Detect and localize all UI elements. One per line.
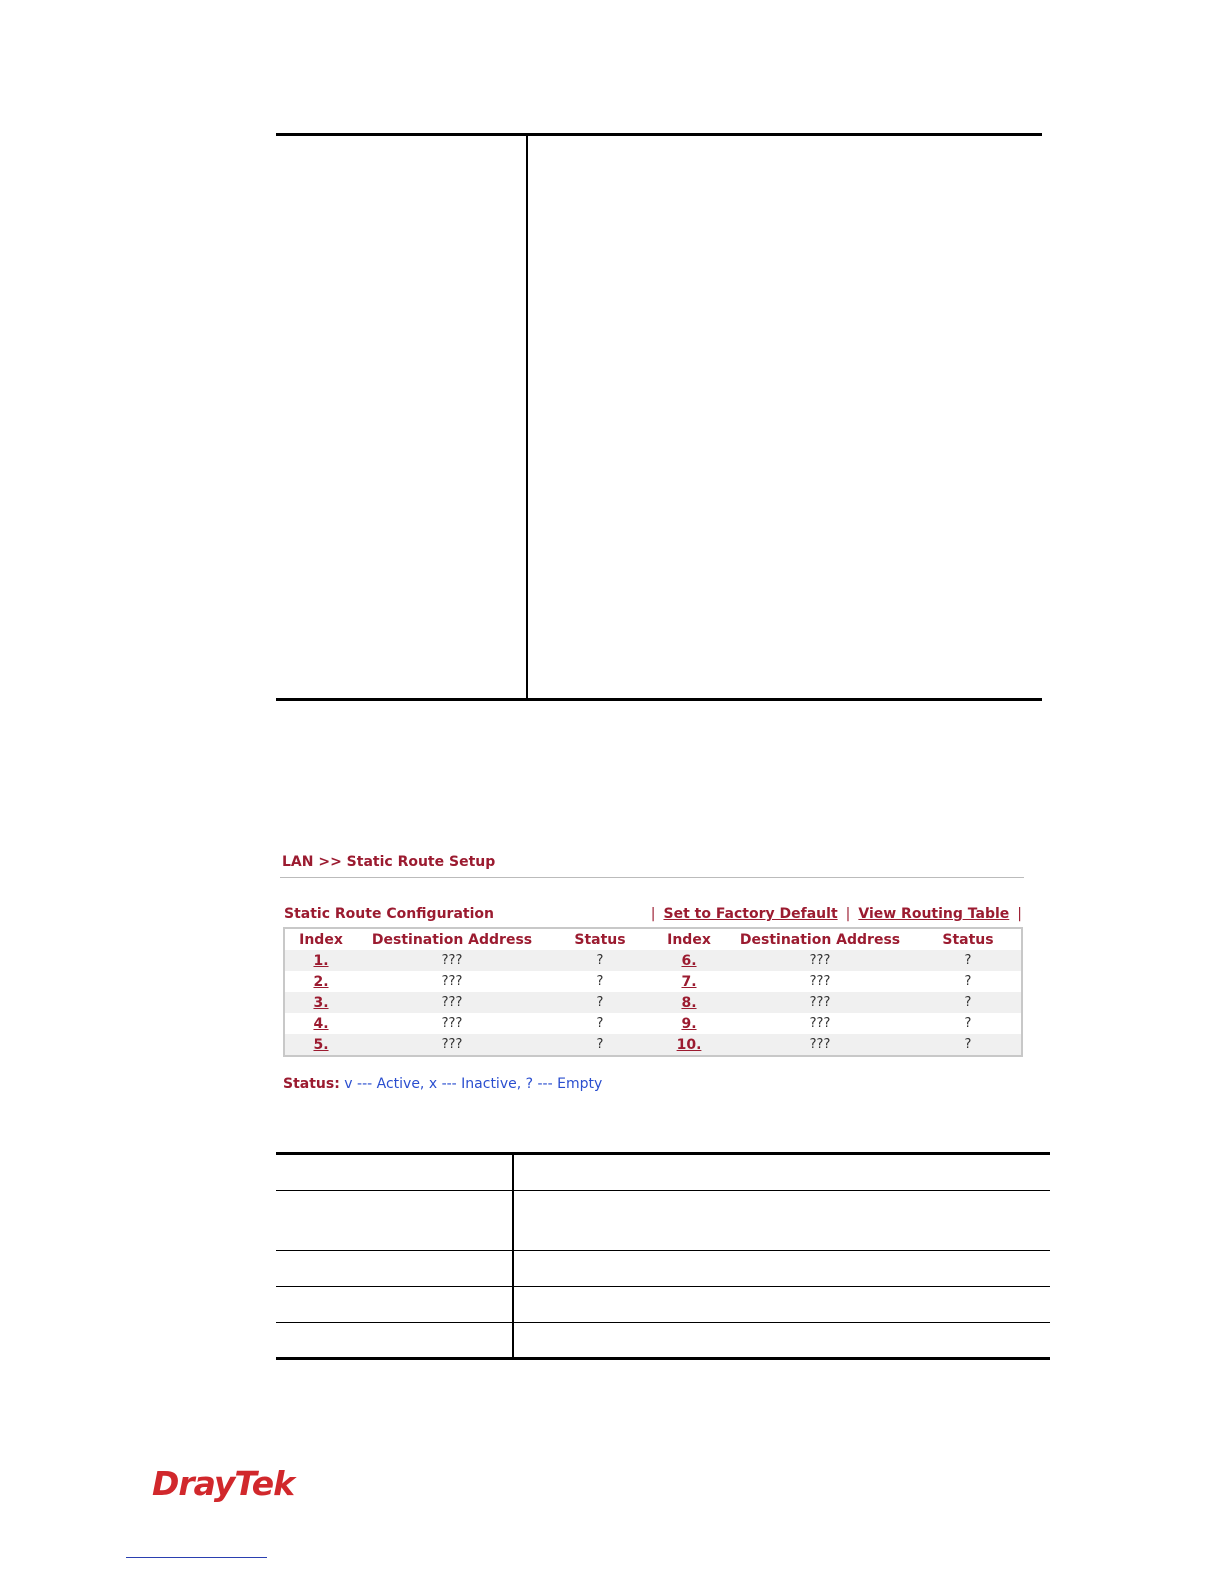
link-separator: |	[650, 906, 656, 922]
toolbar-links	[651, 906, 1022, 922]
table-row	[285, 992, 1021, 1013]
status-cell: ?	[915, 1013, 1021, 1034]
table-row	[285, 1013, 1021, 1034]
section-title: Static Route Configuration	[284, 906, 494, 922]
status-cell: ?	[547, 950, 653, 971]
row-divider	[276, 1250, 1050, 1251]
breadcrumb: LAN >> Static Route Setup	[282, 854, 496, 870]
table-row	[285, 971, 1021, 992]
route-index-link[interactable]: 9.	[681, 1015, 697, 1032]
row-divider	[276, 1190, 1050, 1191]
column-header-index: Index	[667, 931, 711, 948]
route-index-link[interactable]: 7.	[681, 973, 697, 990]
destination-cell: ???	[725, 950, 915, 971]
destination-cell: ???	[357, 992, 547, 1013]
static-route-table	[283, 927, 1023, 1057]
route-index-link[interactable]: 3.	[313, 994, 329, 1011]
destination-cell: ???	[357, 950, 547, 971]
status-cell: ?	[915, 992, 1021, 1013]
destination-cell: ???	[725, 1034, 915, 1055]
route-index-link[interactable]: 5.	[313, 1036, 329, 1053]
doc-table-bottom	[276, 1152, 1050, 1360]
set-factory-default-link[interactable]: Set to Factory Default	[663, 906, 838, 922]
destination-cell: ???	[357, 1013, 547, 1034]
destination-cell: ???	[725, 992, 915, 1013]
column-header-destination: Destination Address	[739, 931, 901, 948]
status-cell: ?	[915, 950, 1021, 971]
destination-cell: ???	[725, 1013, 915, 1034]
link-separator: |	[1017, 906, 1022, 922]
link-separator: |	[845, 906, 851, 922]
route-index-link[interactable]: 8.	[681, 994, 697, 1011]
row-divider	[276, 1322, 1050, 1323]
footer-rule	[126, 1557, 267, 1558]
destination-cell: ???	[725, 971, 915, 992]
column-header-index: Index	[299, 931, 343, 948]
status-cell: ?	[547, 992, 653, 1013]
column-header-destination: Destination Address	[371, 931, 533, 948]
column-header-status: Status	[942, 931, 994, 948]
route-index-link[interactable]: 4.	[313, 1015, 329, 1032]
row-divider	[276, 1286, 1050, 1287]
doc-table-top	[276, 133, 1042, 701]
status-cell: ?	[547, 971, 653, 992]
status-legend-text: v --- Active, x --- Inactive, ? --- Empty	[344, 1076, 603, 1092]
draytek-logo: DrayTek	[152, 1464, 295, 1503]
column-divider	[526, 136, 528, 698]
status-cell: ?	[547, 1034, 653, 1055]
status-cell: ?	[547, 1013, 653, 1034]
route-index-link[interactable]: 2.	[313, 973, 329, 990]
column-header-status: Status	[574, 931, 626, 948]
table-row	[285, 1034, 1021, 1055]
destination-cell: ???	[357, 1034, 547, 1055]
breadcrumb-divider	[280, 877, 1024, 878]
status-legend-label: Status:	[283, 1076, 340, 1092]
route-index-link[interactable]: 6.	[681, 952, 697, 969]
view-routing-table-link[interactable]: View Routing Table	[858, 906, 1010, 922]
table-row	[285, 950, 1021, 971]
route-index-link[interactable]: 10.	[676, 1036, 702, 1053]
status-cell: ?	[915, 971, 1021, 992]
destination-cell: ???	[357, 971, 547, 992]
route-index-link[interactable]: 1.	[313, 952, 329, 969]
status-legend	[283, 1076, 602, 1092]
status-cell: ?	[915, 1034, 1021, 1055]
column-divider	[512, 1155, 514, 1357]
